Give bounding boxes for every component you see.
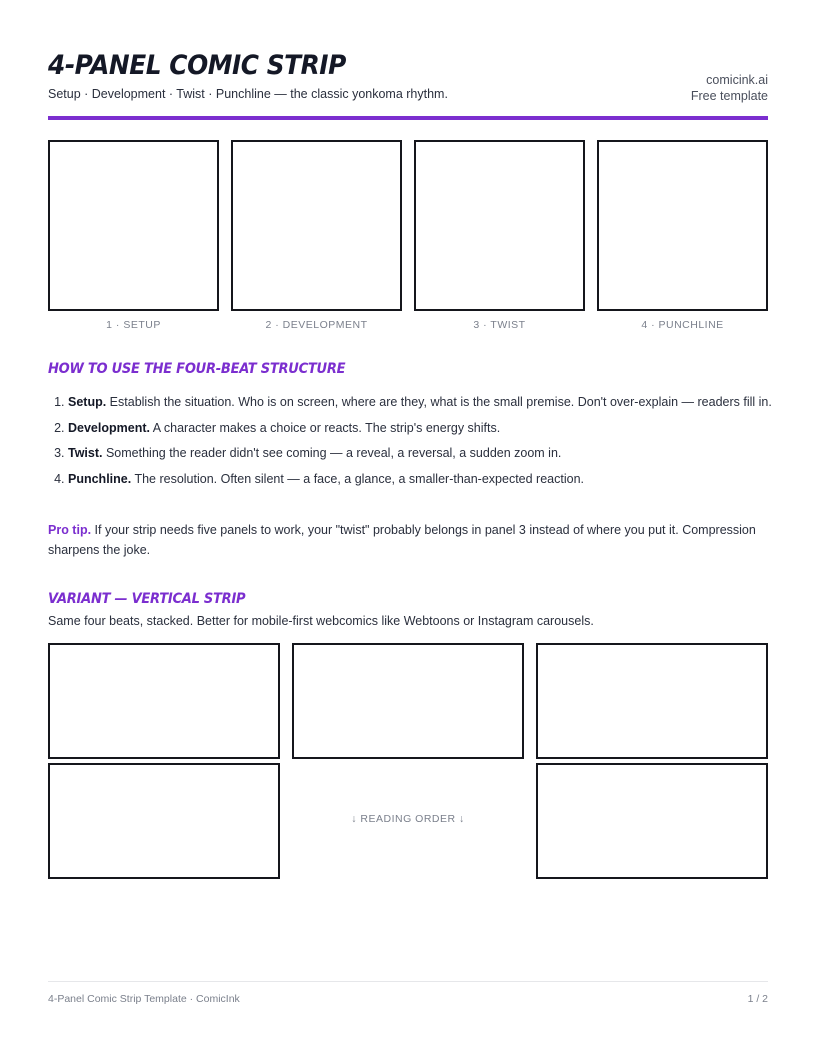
variant-heading: VARIANT — VERTICAL STRIP bbox=[48, 591, 246, 607]
vertical-panel-3 bbox=[536, 643, 768, 759]
list-item bbox=[68, 470, 788, 489]
vertical-panel-4 bbox=[48, 763, 280, 879]
page-header bbox=[48, 48, 768, 120]
list-item bbox=[68, 419, 788, 438]
footer-text: 4-Panel Comic Strip Template · ComicInk bbox=[48, 993, 240, 1005]
panel-caption: 1 · SETUP bbox=[106, 319, 161, 331]
strip-panel-4 bbox=[597, 140, 768, 311]
vertical-panel-2 bbox=[292, 643, 524, 759]
beat-text: Establish the situation. Who is on screen, where are they, what is the small premise. Don't over-explain — readers fill in. bbox=[106, 395, 772, 409]
beat-text: The resolution. Often silent — a face, a glance, a smaller-than-expected reaction. bbox=[131, 471, 584, 486]
strip-panel-1 bbox=[48, 140, 219, 311]
panel-caption: 4 · PUNCHLINE bbox=[641, 319, 724, 331]
header-divider bbox=[48, 116, 768, 120]
beat-list bbox=[48, 393, 788, 495]
beat-text: A character makes a choice or reacts. The strip's energy shifts. bbox=[149, 420, 501, 435]
reading-order-label: ↓ READING ORDER ↓ bbox=[351, 813, 465, 825]
brand-name[interactable]: comicink.ai bbox=[706, 73, 768, 87]
beat-term: Development. bbox=[68, 420, 150, 435]
strip-panel-2 bbox=[231, 140, 402, 311]
strip-panel-3 bbox=[414, 140, 585, 311]
panel-caption: 2 · DEVELOPMENT bbox=[265, 319, 368, 331]
brand-block bbox=[691, 72, 768, 104]
beat-term: Setup. bbox=[68, 395, 107, 409]
vertical-panel-5 bbox=[536, 763, 768, 879]
list-item bbox=[68, 444, 788, 463]
howto-heading: HOW TO USE THE FOUR-BEAT STRUCTURE bbox=[48, 361, 346, 377]
pro-tip-text: If your strip needs five panels to work, your "twist" probably belongs in panel 3 instead of where you put it. Compression sharpens the joke. bbox=[48, 523, 756, 557]
page-number: 1 / 2 bbox=[747, 993, 768, 1005]
page-title: 4-PANEL COMIC STRIP bbox=[48, 50, 346, 81]
variant-description: Same four beats, stacked. Better for mobile-first webcomics like Webtoons or Instagram carousels. bbox=[48, 614, 594, 628]
vertical-panel-1 bbox=[48, 643, 280, 759]
panel-caption: 3 · TWIST bbox=[473, 319, 526, 331]
brand-note: Free template bbox=[690, 89, 768, 103]
page-subtitle: Setup · Development · Twist · Punchline — the classic yonkoma rhythm. bbox=[48, 87, 448, 101]
beat-term: Twist. bbox=[68, 446, 103, 460]
template-page bbox=[48, 0, 772, 1056]
list-item bbox=[68, 393, 788, 412]
footer-divider bbox=[48, 981, 768, 982]
beat-term: Punchline. bbox=[68, 471, 132, 486]
pro-tip bbox=[48, 520, 758, 560]
beat-text: Something the reader didn't see coming — a reveal, a reversal, a sudden zoom in. bbox=[102, 446, 562, 460]
pro-tip-label: Pro tip. bbox=[48, 523, 92, 537]
